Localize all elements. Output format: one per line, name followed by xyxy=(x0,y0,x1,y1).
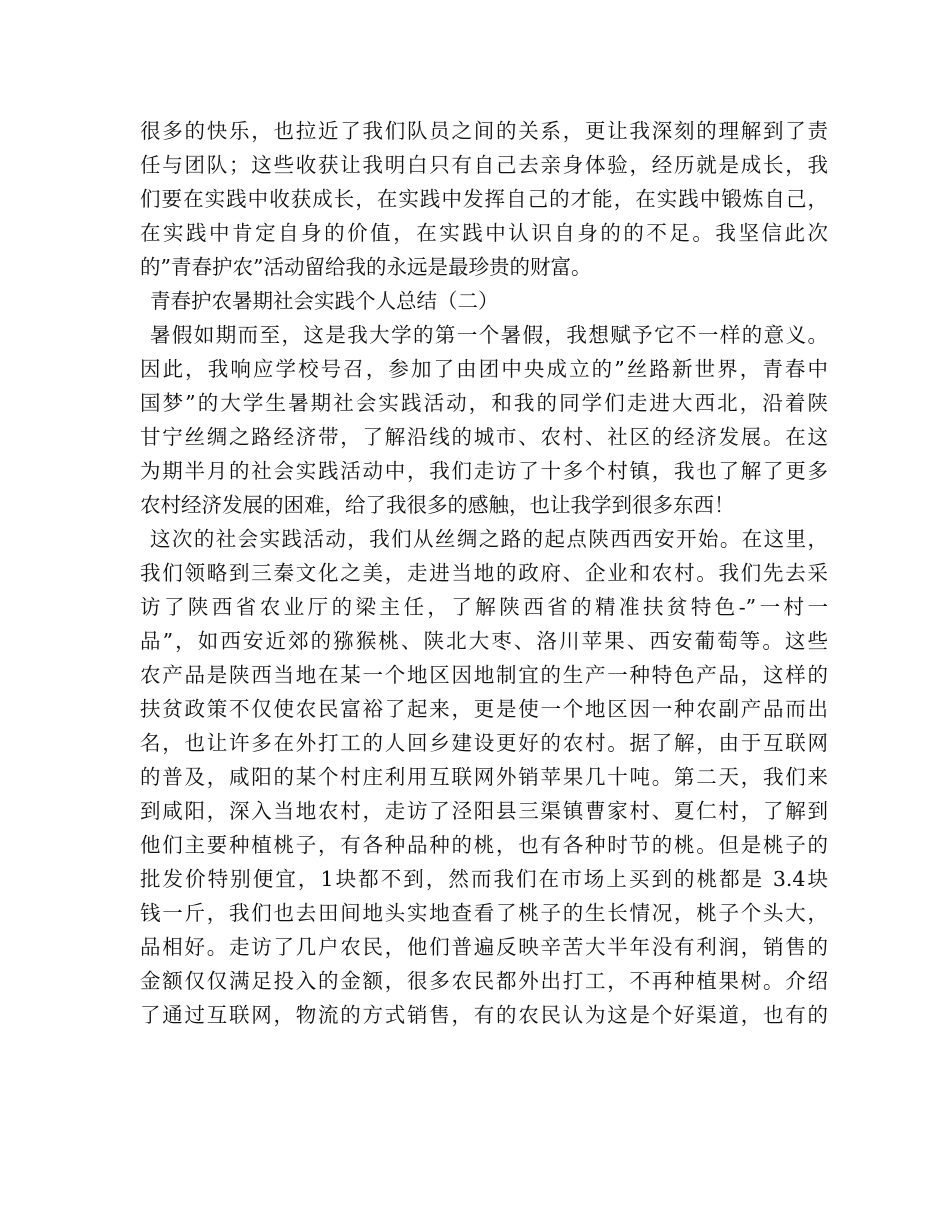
text-line: 农产品是陕西当地在某一个地区因地制宜的生产一种特色产品，这样的 xyxy=(140,663,828,687)
text-line: 在实践中肯定自身的价值，在实践中认识自身的的不足。我坚信此次 xyxy=(140,221,828,245)
text-line: 因此，我响应学校号召，参加了由团中央成立的”丝路新世界，青春中 xyxy=(140,357,828,381)
text-line: 我们领略到三秦文化之美，走进当地的政府、企业和农村。我们先去采 xyxy=(140,561,828,585)
text-line: 的”青春护农”活动留给我的永远是最珍贵的财富。 xyxy=(140,255,592,279)
text-line: 国梦”的大学生暑期社会实践活动，和我的同学们走进大西北，沿着陕 xyxy=(140,391,828,415)
text-line: 了通过互联网，物流的方式销售，有的农民认为这是个好渠道，也有的 xyxy=(140,1003,828,1027)
text-line: 农村经济发展的困难，给了我很多的感触，也让我学到很多东西！ xyxy=(140,493,735,517)
text-line: 钱一斤，我们也去田间地头实地查看了桃子的生长情况，桃子个头大， xyxy=(140,901,828,925)
text-line: 到咸阳，深入当地农村，走访了泾阳县三渠镇曹家村、夏仁村，了解到 xyxy=(140,799,828,823)
text-line: 品相好。走访了几户农民，他们普遍反映辛苦大半年没有利润，销售的 xyxy=(140,935,828,959)
document-page xyxy=(140,114,828,1032)
text-line: 他们主要种植桃子，有各种品种的桃，也有各种时节的桃。但是桃子的 xyxy=(140,833,828,857)
text-line: 甘宁丝绸之路经济带，了解沿线的城市、农村、社区的经济发展。在这 xyxy=(140,425,828,449)
text-line: 的普及，咸阳的某个村庄利用互联网外销苹果几十吨。第二天，我们来 xyxy=(140,765,828,789)
text-line: 批发价特别便宜，1块都不到，然而我们在市场上买到的桃都是 3.4块 xyxy=(140,867,828,891)
text-line: 暑假如期而至，这是我大学的第一个暑假，我想赋予它不一样的意义。 xyxy=(150,323,828,347)
text-line: 品”，如西安近郊的猕猴桃、陕北大枣、洛川苹果、西安葡萄等。这些 xyxy=(140,629,828,653)
text-line: 很多的快乐，也拉近了我们队员之间的关系，更让我深刻的理解到了责 xyxy=(140,119,828,143)
text-line: 任与团队；这些收获让我明白只有自己去亲身体验，经历就是成长，我 xyxy=(140,153,828,177)
text-line: 们要在实践中收获成长，在实践中发挥自己的才能，在实践中锻炼自己， xyxy=(140,187,828,211)
text-line: 这次的社会实践活动，我们从丝绸之路的起点陕西西安开始。在这里， xyxy=(150,527,828,551)
text-line: 访了陕西省农业厅的梁主任，了解陕西省的精准扶贫特色-”一村一 xyxy=(140,595,828,619)
text-line: 名，也让许多在外打工的人回乡建设更好的农村。据了解，由于互联网 xyxy=(140,731,828,755)
section-heading: 青春护农暑期社会实践个人总结（二） xyxy=(150,289,499,313)
text-line: 为期半月的社会实践活动中，我们走访了十多个村镇，我也了解了更多 xyxy=(140,459,828,483)
text-line: 扶贫政策不仅使农民富裕了起来，更是使一个地区因一种农副产品而出 xyxy=(140,697,828,721)
text-line: 金额仅仅满足投入的金额，很多农民都外出打工，不再种植果树。介绍 xyxy=(140,969,828,993)
